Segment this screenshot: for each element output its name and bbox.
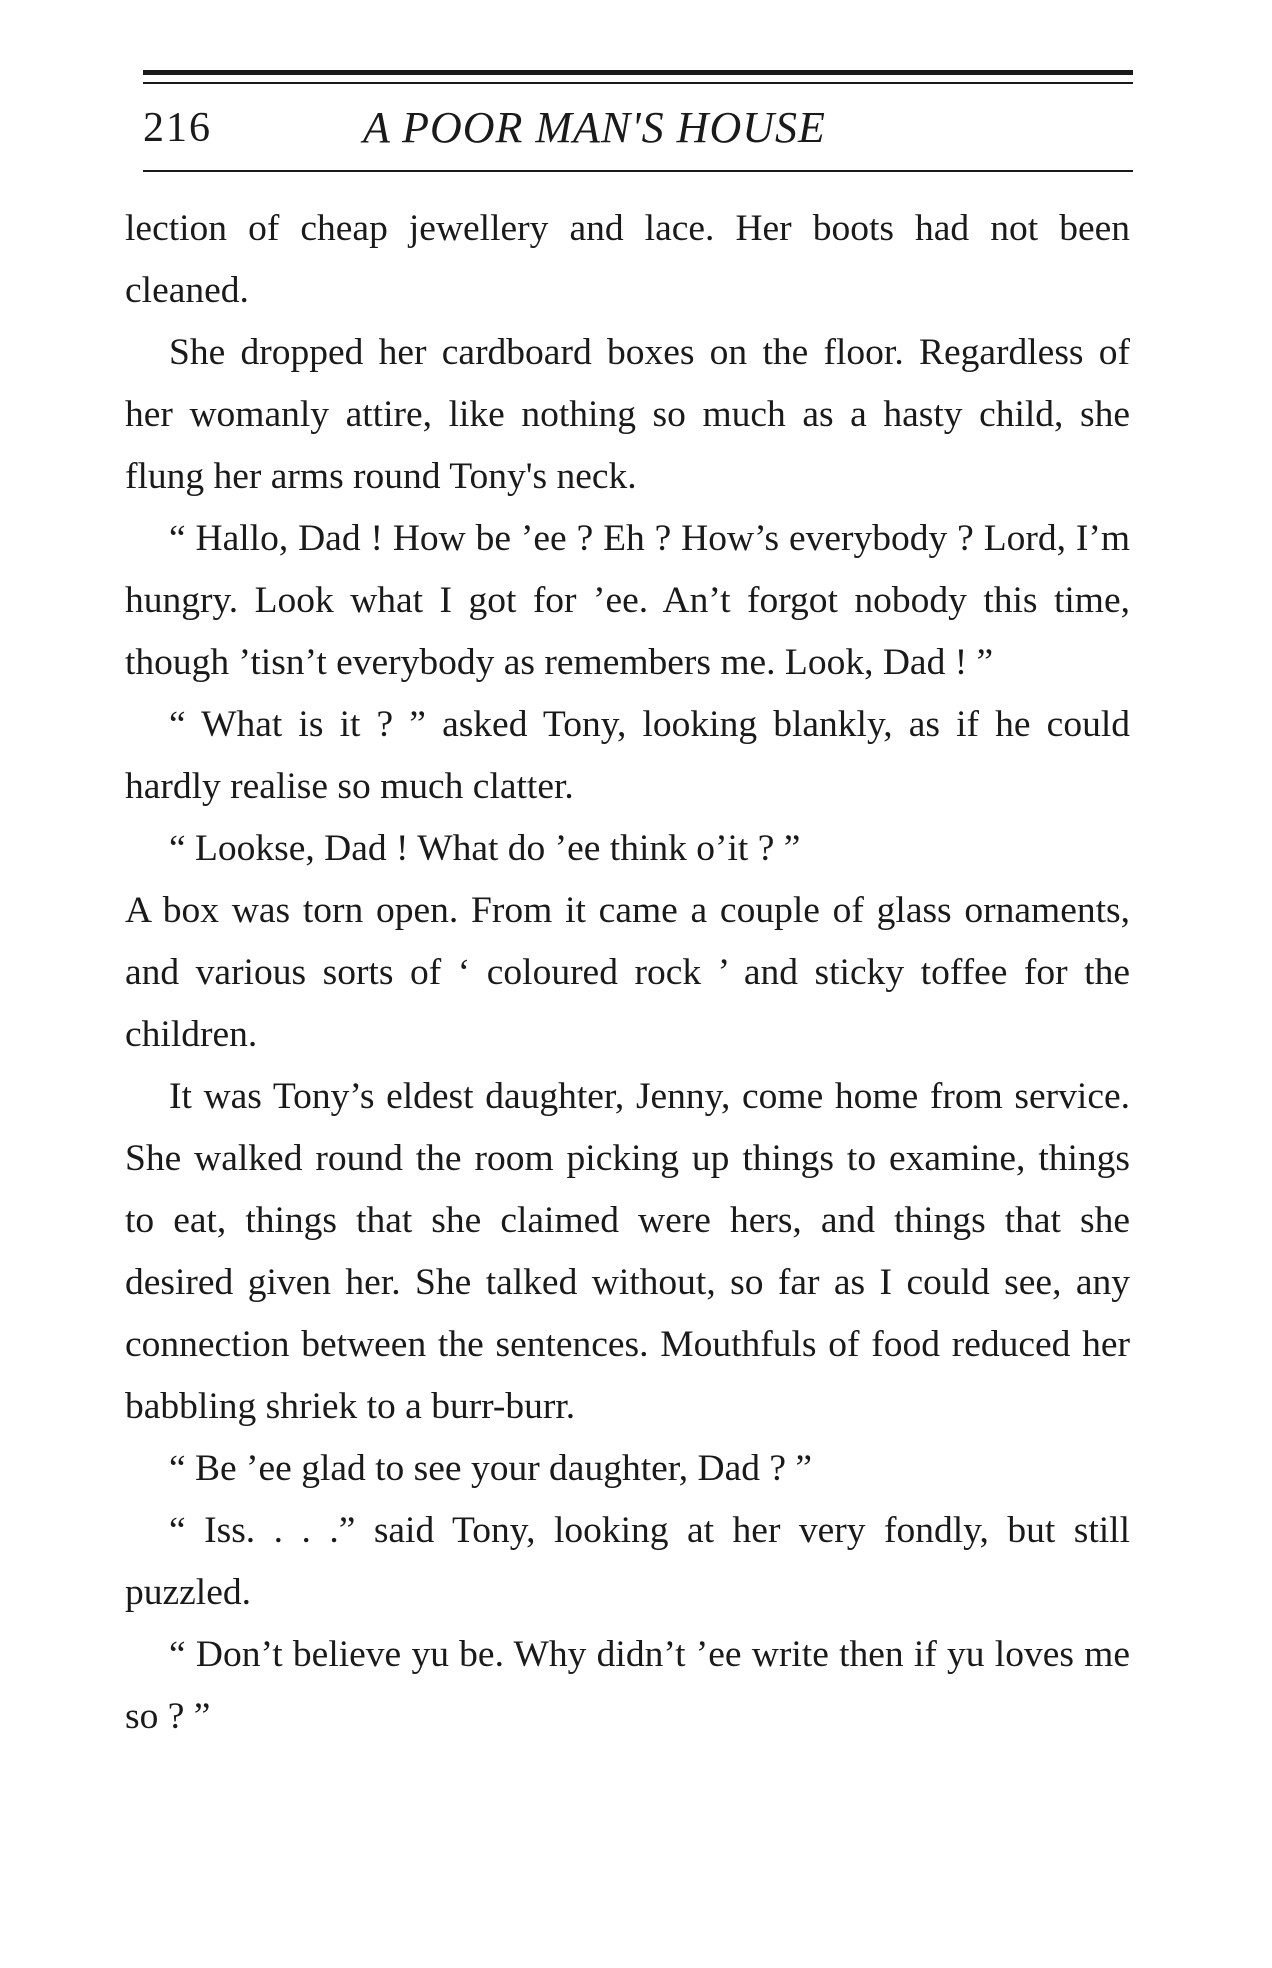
paragraph: It was Tony’s eldest daughter, Jenny, come home from service. She walked round the room picking up things to examine, things to eat, things that she claimed were hers, and things that she desired given her. She talked without, so far as I could see, any connection between the sentences. Mouthfuls of food reduced her babbling shriek to a burr-burr. (125, 1076, 1130, 1427)
page-number: 216 (143, 105, 212, 151)
running-header (143, 96, 1133, 160)
paragraph: She dropped her cardboard boxes on the floor. Regardless of her womanly attire, like nothing so much as a hasty child, she flung her arms round Tony's neck. (125, 332, 1130, 497)
paragraph: A box was torn open. From it came a couple of glass ornaments, and various sorts of ‘ coloured rock ’ and sticky toffee for the children. (125, 890, 1130, 1055)
body-text (125, 198, 1130, 1748)
paragraph: “ Lookse, Dad ! What do ’ee think o’it ? ” (169, 828, 801, 869)
paragraph: lection of cheap jewellery and lace. Her boots had not been cleaned. (125, 208, 1130, 311)
paragraph: “ Hallo, Dad ! How be ’ee ? Eh ? How’s everybody ? Lord, I’m hungry. Look what I got for ’ee. An’t forgot nobody this time, though ’tisn’t everybody as remembers me. Look, Dad ! ” (125, 518, 1130, 683)
header-rule-bottom (143, 170, 1133, 172)
header-rule-thin (143, 82, 1133, 84)
header-rule-thick (143, 70, 1133, 75)
running-title: A POOR MAN'S HOUSE (363, 103, 826, 152)
paragraph: “ Iss. . . .” said Tony, looking at her very fondly, but still puzzled. (125, 1510, 1130, 1613)
paragraph: “ Don’t believe yu be. Why didn’t ’ee write then if yu loves me so ? ” (125, 1634, 1130, 1737)
paragraph: “ What is it ? ” asked Tony, looking blankly, as if he could hardly realise so much clatter. (125, 704, 1130, 807)
paragraph: “ Be ’ee glad to see your daughter, Dad ? ” (169, 1448, 813, 1489)
